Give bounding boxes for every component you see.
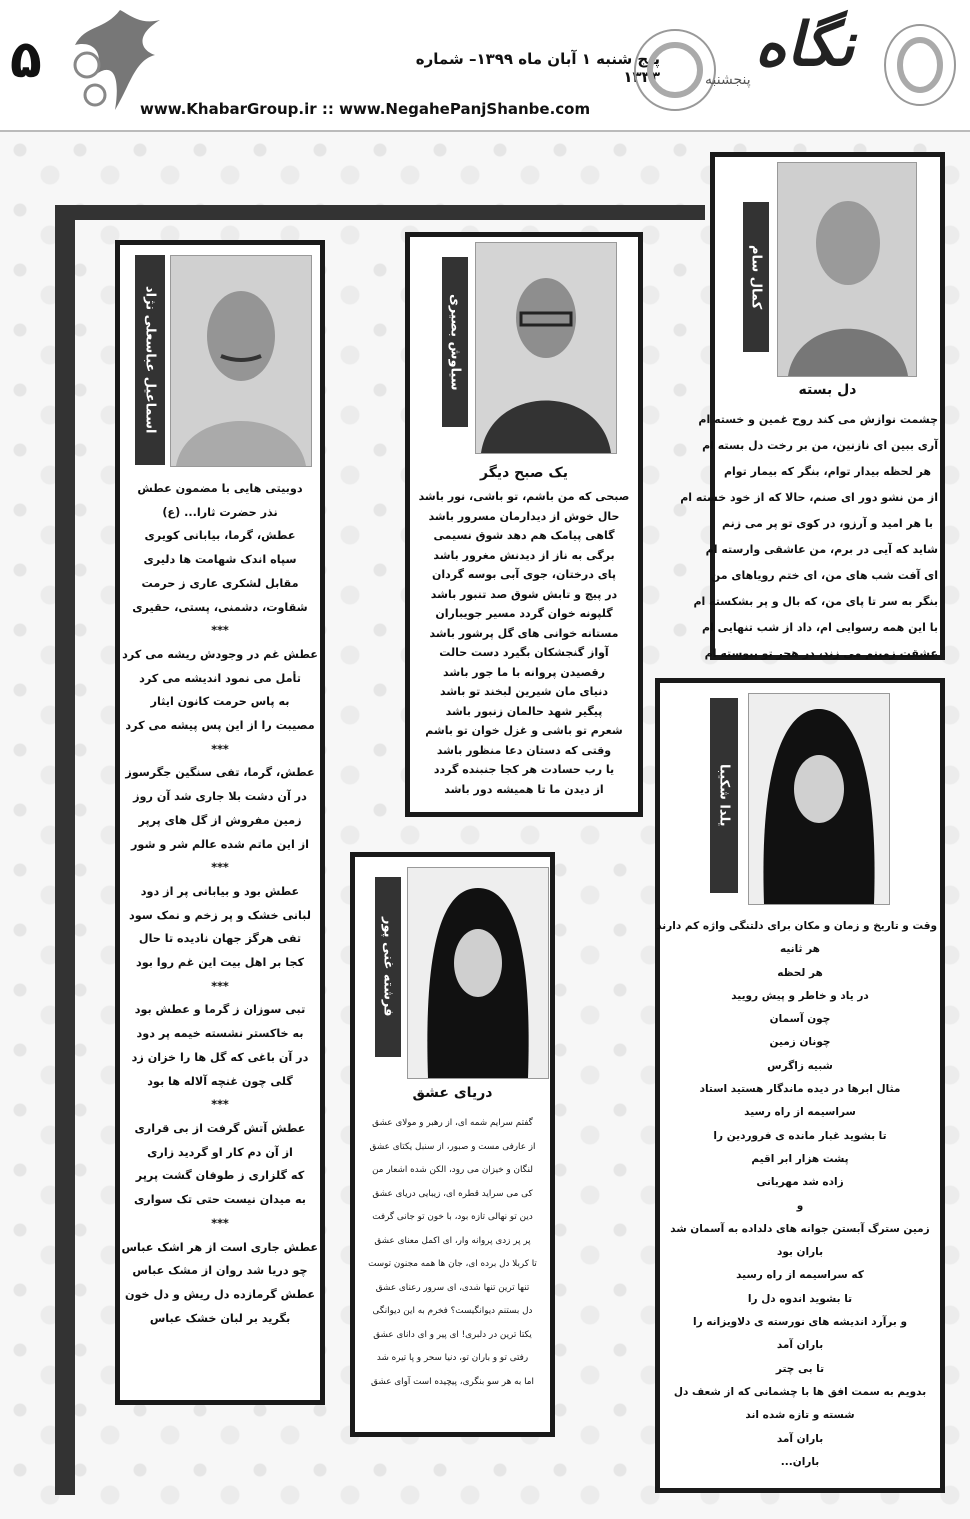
poem-line: شقاوت، دشمنی، پستی، حقیری bbox=[132, 600, 308, 614]
poem-line: یکتا ترین در دلبری! ای پیر و ای دانای عشق bbox=[373, 1329, 532, 1340]
poem-line: پای درختان، جوی آبی بوسه گردان bbox=[431, 568, 617, 581]
poem-line: از آن دم کار او گردید زاری bbox=[147, 1145, 293, 1159]
poem-lines bbox=[357, 1112, 548, 1394]
page-number: ۵ bbox=[10, 30, 42, 90]
author-photo bbox=[475, 242, 617, 454]
poem-line: *** bbox=[211, 624, 229, 638]
poem-line: چشمت نوازش می کند روح غمین و خسته ام bbox=[698, 413, 938, 426]
poem-line: بدویم به سمت افق ها با چشمانی که از شعف دل bbox=[673, 1385, 927, 1398]
poem-line: تفی هرگز جهان نادیده تا حال bbox=[138, 932, 302, 946]
poem-line: با هر امید و آرزو، در کوی تو پر می زنم bbox=[721, 517, 934, 530]
poem-line: باران آمد bbox=[776, 1339, 824, 1352]
poem-line: رقصیدن پروانه با ما جور باشد bbox=[443, 665, 605, 679]
poem-line: وقت و تاریخ و زمان و مکان برای دلتنگی واژه کم دارند bbox=[656, 920, 937, 932]
poem-line: به میدان نیست حتی تک سواری bbox=[134, 1193, 306, 1207]
poem-line: از من نشو دور ای صنم، حالا که از خود خسته ام bbox=[680, 491, 938, 504]
poem-line: عطش جاری است از هر اشک عباس bbox=[121, 1240, 318, 1254]
poem-line: گلی چون غنچه آلاله ها بود bbox=[147, 1074, 293, 1088]
author-photo bbox=[748, 693, 890, 905]
poem-line: نذر حضرت ثارا... (ع) bbox=[162, 505, 278, 519]
poem-line: تأمل می نمود اندیشه می کرد bbox=[139, 671, 301, 685]
poem-line: باران بود bbox=[776, 1246, 824, 1259]
poem-line: مثال ابرها در دیده ماندگار هستید استاد bbox=[699, 1083, 901, 1096]
poem-line: رفتی تو و باران تو، دنیا سحر و پا تیره شد bbox=[376, 1353, 529, 1363]
poem-line: *** bbox=[211, 1216, 229, 1230]
poem-line: تا بشوید غبار مانده ی فروردین را bbox=[713, 1129, 887, 1142]
poem-line: زمین مفروش از گل های پرپر bbox=[138, 813, 302, 827]
poem-line: زمین سترگ آبستن جوانه های دلداده به آسمان شد bbox=[670, 1222, 930, 1235]
poem-line: کجا بر اهل بیت این غم روا بود bbox=[135, 956, 305, 970]
poem-line: چو دریا شد روان از مشک عباس bbox=[132, 1264, 308, 1278]
poem-title: دل بسته bbox=[798, 382, 857, 398]
poem-line: وقتی که دستان دعا منظور باشد bbox=[436, 743, 612, 757]
poem-line: شعرم تو باشی و غزل خوان تو باشم bbox=[425, 724, 623, 737]
poem-title: یک صبح دیگر bbox=[480, 465, 568, 481]
poem-line: گلپونه خوان گردد مسیر جویباران bbox=[435, 607, 613, 620]
poem-lines bbox=[122, 477, 318, 1330]
poem-line: به پاس حرمت کانون ایثار bbox=[150, 695, 290, 709]
poem-line: پیگیر شهد حالمان زنبور باشد bbox=[445, 704, 603, 718]
poem-line: آری ببین ای نازنین، من بر رخت دل بسته ام bbox=[702, 439, 938, 452]
poem-card-fereshteh bbox=[350, 852, 555, 1437]
poem-card-siavash bbox=[405, 232, 643, 817]
poem-line: باران آمد bbox=[776, 1432, 824, 1445]
poem-line: تنها ترین تنها شدی، ای سرور رعنای عشق bbox=[375, 1282, 530, 1293]
page-header bbox=[0, 0, 970, 132]
poem-line: دین تو نهالی تازه بود، با خون تو جانی گرفت bbox=[372, 1212, 533, 1222]
poem-line: شبیه زاگرس bbox=[767, 1059, 833, 1072]
poem-line: اما به هر سو بنگری، پیچیده است آوای عشق bbox=[371, 1376, 534, 1387]
poem-line: شسته و تازه شده اند bbox=[745, 1409, 855, 1422]
poem-line: مصیبت را از این پس پیشه می کرد bbox=[125, 719, 315, 733]
poem-line: عطش، گرما، بیابانی کویری bbox=[144, 529, 296, 543]
poem-line: شاید که آیی در برم، من عاشقی وارسته ام bbox=[705, 543, 938, 556]
author-name: فرشته غنی پور bbox=[375, 877, 401, 1057]
poem-line: *** bbox=[211, 742, 229, 756]
poem-lines bbox=[414, 487, 634, 799]
poem-line: بگرید بر لبان خشک عباس bbox=[149, 1311, 291, 1325]
poem-line: لبانی خشک و پر زخم و نمک سود bbox=[129, 908, 311, 922]
poem-line: از این ماتم شده عالم شر و شور bbox=[130, 837, 309, 851]
author-photo bbox=[170, 255, 312, 467]
poem-line: در آن دشت بلا جاری شد آن روز bbox=[133, 790, 307, 804]
poem-line: چون آسمان bbox=[769, 1013, 831, 1026]
poem-line: عطش غم در وجودش ریشه می کرد bbox=[122, 647, 318, 661]
poem-line: و برآرد اندیشه های نورسته ی دلاویزانه را bbox=[692, 1316, 907, 1329]
frame-top-bar bbox=[55, 205, 705, 220]
poem-line: آواز گنجشکان بگیرد دست حالت bbox=[439, 646, 609, 659]
poem-line: برگی به ناز از دیدنش مغرور باشد bbox=[433, 548, 615, 562]
poem-line: سپاه اندک شهامت ها دلیری bbox=[143, 553, 297, 567]
poem-line: عطش، گرما، تفی سنگین جگرسوز bbox=[125, 766, 315, 780]
issue-date-line: پنج شنبه ۱ آبان ماه ۱۳۹۹– شماره ۱۳۳۳ bbox=[415, 50, 660, 86]
poem-line: عطش بود و بیابانی پر از دود bbox=[140, 884, 300, 898]
poem-line: از دیدن ما تا همیشه دور باشد bbox=[444, 782, 604, 796]
author-name: کمال سام bbox=[743, 202, 769, 352]
poem-line: لنگان و خیزان می رود، الکن شده اشعار من bbox=[372, 1165, 533, 1175]
poem-title: دریای عشق bbox=[412, 1085, 493, 1101]
poem-line: در پیچ و تابش شوق صد تنبور باشد bbox=[430, 587, 618, 601]
poem-line: گاهی پیامک هم دهد شوق نسیمی bbox=[433, 529, 615, 542]
poem-line: پر پر زدی پروانه وار، ای اکمل معنای عشق bbox=[374, 1235, 531, 1246]
newspaper-logo: نگاه bbox=[755, 10, 855, 80]
poem-line: هر ثانیه bbox=[780, 943, 820, 956]
poem-line: مقابل لشکری عاری ز حرمت bbox=[141, 576, 299, 590]
poem-line: تا بی چتر bbox=[775, 1362, 825, 1375]
poem-line: که سراسیمه از راه رسید bbox=[736, 1269, 864, 1282]
poem-line: کی می سراید قطره ای، زیبایی دریای عشق bbox=[372, 1188, 533, 1199]
poem-line: عطش آتش گرفت از بی قراری bbox=[134, 1121, 306, 1135]
poem-line: دل بستنم دیوانگیست؟ فخرم به این دیوانگی bbox=[372, 1306, 533, 1316]
poem-line: دنیای مان شیرین لبخند تو باشد bbox=[440, 685, 608, 698]
poem-line: و bbox=[796, 1199, 804, 1212]
poem-line: هر لحظه بیدار توام، بنگر که بیمار توام bbox=[723, 465, 932, 478]
poem-line: مستانه خوانی های گل پرشور باشد bbox=[429, 626, 619, 640]
poem-line: *** bbox=[211, 861, 229, 875]
poem-line: باران... bbox=[780, 1455, 820, 1468]
poem-line: ای آفت شب های من، ای ختم رویاهای من bbox=[710, 569, 938, 582]
poem-line: به خاکستر نشسته خیمه پر دود bbox=[136, 1027, 304, 1041]
poem-line: در آن باغی که گل ها را خزان زد bbox=[131, 1050, 309, 1064]
poem-line: سراسیمه از راه رسید bbox=[744, 1106, 856, 1119]
poem-line: هر لحظه bbox=[777, 966, 823, 979]
poem-line: صبحی که من باشم، تو باشی، نور باشد bbox=[418, 490, 630, 503]
website-urls: www.KhabarGroup.ir :: www.NegahePanjShanbe.com bbox=[140, 100, 591, 118]
poem-line: حال خوش از دیدارمان مسرور باشد bbox=[428, 509, 620, 523]
poem-line: پشت هزار ابر اقیم bbox=[751, 1152, 849, 1165]
poem-line: با این همه رسوایی ام، داد از شب تنهایی ام bbox=[701, 621, 938, 634]
poem-line: از عارفی مست و صبور، از سنبل یکتای عشق bbox=[369, 1141, 536, 1152]
poem-line: عطش گرمازده دل ریش و دل خون bbox=[124, 1287, 316, 1301]
poem-card-yalda bbox=[655, 678, 945, 1493]
frame-left-bar bbox=[55, 205, 75, 1495]
poem-line: در یاد و خاطر و پیش رویید bbox=[731, 989, 869, 1002]
author-name: یلدا شکیبا bbox=[710, 698, 738, 893]
poem-line: بنگر به سر تا پای من، که بال و پر بشکسته ام bbox=[693, 595, 938, 608]
poem-line: تا کربلا دل برده ای، جان ها همه مجنون توست bbox=[368, 1259, 537, 1269]
poem-card-kamal bbox=[680, 152, 945, 660]
poem-card-esmail bbox=[115, 240, 325, 1405]
author-photo bbox=[777, 162, 917, 377]
poem-line: دوبیتی هایی با مضمون عطش bbox=[137, 482, 303, 495]
poem-line: تا بشوید اندوه دل را bbox=[747, 1292, 853, 1305]
newspaper-logo-subtitle: پنجشنبه bbox=[705, 72, 751, 88]
poem-line: تبی سوزان ز گرما و عطش بود bbox=[134, 1003, 306, 1017]
poem-line: *** bbox=[211, 979, 229, 993]
poem-line: گفتم سرایم شمه ای، از رهبر و مولای عشق bbox=[372, 1118, 533, 1128]
author-photo bbox=[407, 867, 549, 1079]
poem-line: که گلزاری ز طوفان گشت پرپر bbox=[135, 1169, 305, 1183]
poem-line: یا رب حسادت هر کجا جنبنده گردد bbox=[433, 763, 615, 776]
poem-lines bbox=[656, 915, 937, 1474]
poem-line: چونان زمین bbox=[769, 1036, 831, 1049]
poem-line: زاده شد مهربانی bbox=[756, 1176, 844, 1189]
poem-line: *** bbox=[211, 1098, 229, 1112]
author-name: سیاوش بصیری bbox=[442, 257, 468, 427]
author-name: اسماعیل عباسعلی نژاد bbox=[135, 255, 165, 465]
poem-line: عشقت زمینم می زند، در هجر تو پیوسته ام bbox=[704, 647, 938, 660]
poem-lines bbox=[680, 407, 938, 667]
